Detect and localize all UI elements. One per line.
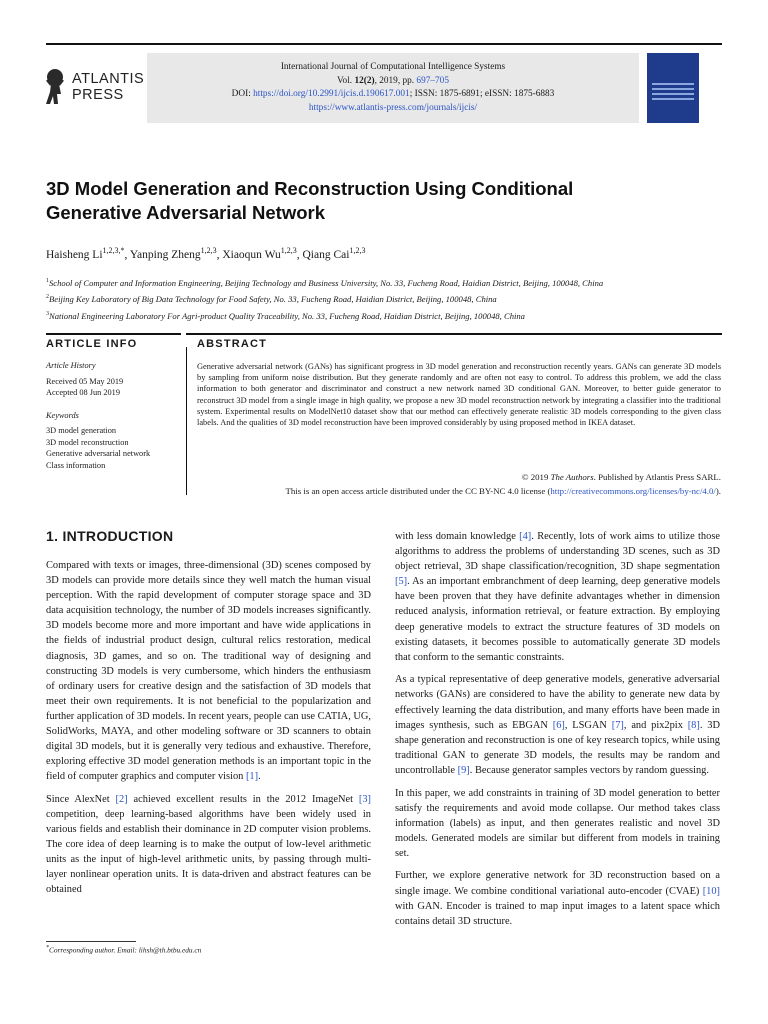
paragraph-text: with GAN. Encoder is trained to map input images to a latent space which contains detail 3D structure. [395,900,720,927]
footnote-rule [46,941,136,942]
author-affiliation-marks: 1,2,3 [200,246,217,255]
author [129,246,223,261]
article-info-rule [46,333,181,335]
affiliation-mark: 2 [46,294,49,301]
volume-prefix: Vol. [337,75,355,86]
keyword: 3D model reconstruction [46,437,129,447]
publisher-name-line1: ATLANTIS [72,71,145,87]
left-text-column [46,558,371,905]
journal-url-line [147,102,639,116]
section-heading-introduction: 1. INTRODUCTION [46,528,174,544]
received-date: Received 05 May 2019 [46,376,124,386]
author [222,246,303,261]
author-affiliation-marks: 1,2,3,* [102,246,125,255]
doi-label: DOI: [231,89,254,99]
keywords-label: Keywords [46,410,79,420]
paper-title [46,177,686,225]
affiliation-text: National Engineering Laboratory For Agri-product Quality Traceability, No. 33, Fucheng Road, Haidian District, Beijing, 100048, China [49,310,525,321]
article-info-heading: ARTICLE INFO [46,338,138,350]
author [46,246,130,261]
author-name: Yanping Zheng [129,248,201,261]
pages-link[interactable]: 697–705 [416,75,449,86]
paragraph-text: . 3D shape generation and reconstruction is one of key research topics, while using traditional GAN to generate 3D models, the results may be random and uncontrollable [395,719,720,776]
license-prefix: This is an open access article distributed under the CC BY-NC 4.0 license ( [285,486,551,496]
copyright-line [197,470,721,484]
paragraph [395,868,720,928]
affiliation [46,274,736,290]
author-name: Haisheng Li [46,248,103,261]
paragraph-text: , and pix2pix [623,719,688,731]
paragraph [46,792,371,898]
paragraph-text: . As an important embranchment of deep learning, deep generative models have been proven that they have definite advantages whether in dimension reduced analysis, information retrieval, or feature extraction. By employing deep generative models to extract the structure features of 3D models on existing datasets, it becomes possible to automatically generate 3D models that conform to the semantic constraints. [395,576,720,663]
issn-text: ; ISSN: 1875-6891; eISSN: 1875-6883 [409,89,555,99]
citation-link[interactable]: [8] [687,719,700,731]
atlantis-press-logo[interactable] [42,68,145,108]
atlas-figure-icon [42,68,68,106]
author-separator: , [216,248,223,261]
paragraph-text: . Recently, lots of work aims to utilize those algorithms to address the problems of understanding 3D scenes, such as 3D object retrieval, 3D shape classification/recognition, 3D shape segmentation [395,531,720,573]
author-separator: , [124,248,130,261]
paragraph [395,529,720,665]
footnote-text: Corresponding author. Email: lihsh@th.btbu.edu.cn [49,945,202,955]
citation-link[interactable]: [9] [457,764,470,776]
year-pages-label: , 2019, pp. [374,75,417,86]
paragraph [395,672,720,778]
paragraph-text: In this paper, we add constraints in training of 3D model generation to better satisfy the requirements and avoid mode collapse. Our method takes class information (labels) as input, and then generates realistic and novel 3D models. Generated models are similar but different from models in training set. [395,787,720,859]
affiliation [46,307,736,323]
paragraph [395,786,720,861]
affiliation-text: School of Computer and Information Engineering, Beijing Technology and Business University, No. 33, Fucheng Road, Haidian District, Beijing, 100048, China [49,277,604,288]
paragraph-text: Further, we explore generative network for 3D reconstruction based on a single image. We combine conditional variational auto-encoder (CVAE) [395,870,720,897]
author-name: Qiang Cai [302,248,350,261]
affiliation-mark: 3 [46,310,49,317]
paragraph-text: achieved excellent results in the 2012 ImageNet [127,793,359,805]
journal-name: International Journal of Computational Intelligence Systems [280,62,506,72]
citation-link[interactable]: [4] [519,531,532,542]
accepted-date: Accepted 08 Jun 2019 [46,388,120,397]
keyword: 3D model generation [46,426,117,435]
publisher-name [72,71,144,103]
footnote-marker: * [46,945,50,951]
paragraph-text: . [258,771,261,783]
citation-link[interactable]: [3] [358,793,371,805]
license-line [197,484,721,498]
citation-link[interactable]: [10] [702,885,720,897]
affiliation-text: Beijing Key Laboratory of Big Data Technology for Food Safety, No. 33, Fucheng Road, Haidian District, Beijing, 100048, China [49,294,497,305]
copyright-suffix: . Published by Atlantis Press SARL. [593,472,721,482]
column-divider [186,347,187,495]
author-list [46,246,365,261]
publisher-name-line2: PRESS [72,87,124,103]
affiliation-mark: 1 [46,278,49,284]
doi-link[interactable]: https://doi.org/10.2991/ijcis.d.190617.001 [253,89,410,99]
abstract-heading: ABSTRACT [197,338,268,350]
paper-title-line1: 3D Model Generation and Reconstruction Using Conditional [46,178,574,199]
paragraph-text: Compared with texts or images, three-dimensional (3D) scenes composed by 3D models can provide more details since they well match the human visual perception. With the rapid development of computer storage space and 3D data acquisition technology, the number of 3D models increases significantly. 3D models become more and more important and have wide applications in the fields of industrial product design, cultural relics restoration, medical diagnosis, 3D games, and so on. The traditional way of designing and constructing 3D models is very cumbersome, which hinders the enthusiasm of ordinary users for creative design and the satisfaction of 3D models that meet their own requirements. It is not beneficial to the popularization and further application of 3D models. In recent years, people can use CATIA, UG, SolidWorks, MAYA, and other modeling software or 3D scanners to obtain digital 3D models, but it is generally very tedious and exhaustive. Therefore, exploring effective 3D model generation methods is an important topic in the field of computer graphics and computer vision [46,560,371,783]
right-text-column [395,529,720,936]
history-label: Article History [46,361,96,370]
citation-link[interactable]: [7] [611,719,624,731]
keyword: Class information [46,460,106,470]
license-link[interactable]: http://creativecommons.org/licenses/by-nc/4.0/ [550,486,716,496]
paragraph [46,558,371,784]
journal-info-box [147,53,639,123]
footnote [46,945,201,954]
paragraph-text: with less domain knowledge [395,531,520,542]
abstract-rule [186,333,722,335]
article-info [46,360,181,471]
paragraph-text: As a typical representative of deep generative models, generative adversarial networks (GANs) are considered to have the ability to generate new data by effectively learning the data distribution, and many efforts have been made in images synthesis, such as EBGAN [395,674,720,731]
paragraph-text: , LSGAN [564,719,612,731]
author-affiliation-marks: 1,2,3 [280,246,297,255]
affiliation [46,290,736,306]
citation-link[interactable]: [2] [115,793,128,805]
header-rule [46,43,722,45]
cover-title-lines [652,83,694,103]
copyright-holder: The Authors [550,472,594,482]
copyright-prefix: © 2019 [521,472,551,482]
citation-link[interactable]: [5] [395,576,408,588]
paragraph-text: . Because generator samples vectors by random guessing. [469,764,709,776]
journal-cover-thumbnail[interactable] [647,53,699,123]
author [302,246,366,261]
affiliations [46,274,736,323]
doi-line [147,88,639,102]
journal-url-link[interactable]: https://www.atlantis-press.com/journals/ijcis/ [308,102,478,113]
journal-volume: 12(2) [354,75,375,86]
license-suffix: ). [715,486,721,496]
author-affiliation-marks: 1,2,3 [349,246,366,255]
paragraph-text: Since AlexNet [46,793,116,805]
paragraph-text: competition, deep learning-based algorithms have been widely used in various fields and establish their dominance in 2D computer vision problems. The core idea of deep learning is to make the output of low-level arithmetic units as the input of high-level arithmetic units, by passing through multi-layer nonlinear operation units. It is data-driven and abstract features can be obtained [46,809,371,896]
paper-title-line2: Generative Adversarial Network [46,202,325,223]
abstract-text: Generative adversarial network (GANs) has significant progress in 3D model generation and reconstruction recently years. GANs can generate 3D models by sampling from uniform noise distribution. But they generate randomly and are often not easy to control. To address this problem, we add the class information to both generator and discriminator and construct a new network named 3D conditional GAN. Moreover, to better guide generator to reconstruct 3D model from a single image in high quality, we propose a new 3D model reconstruction network by integrating a classifier into the traditional system. Experimental results on ModelNet10 dataset show that our method can effectively generate realistic 3D models corresponding to the given class labels. And the qualities of 3D model reconstruction have been improved considerably by using proposed method in IKEA dataset. [197,362,721,428]
citation-link[interactable]: [6] [552,719,565,731]
citation-link[interactable]: [1] [245,771,259,783]
journal-volume-line [147,75,639,89]
author-separator: , [296,248,303,261]
author-name: Xiaoqun Wu [222,248,281,261]
keyword: Generative adversarial network [46,449,151,458]
